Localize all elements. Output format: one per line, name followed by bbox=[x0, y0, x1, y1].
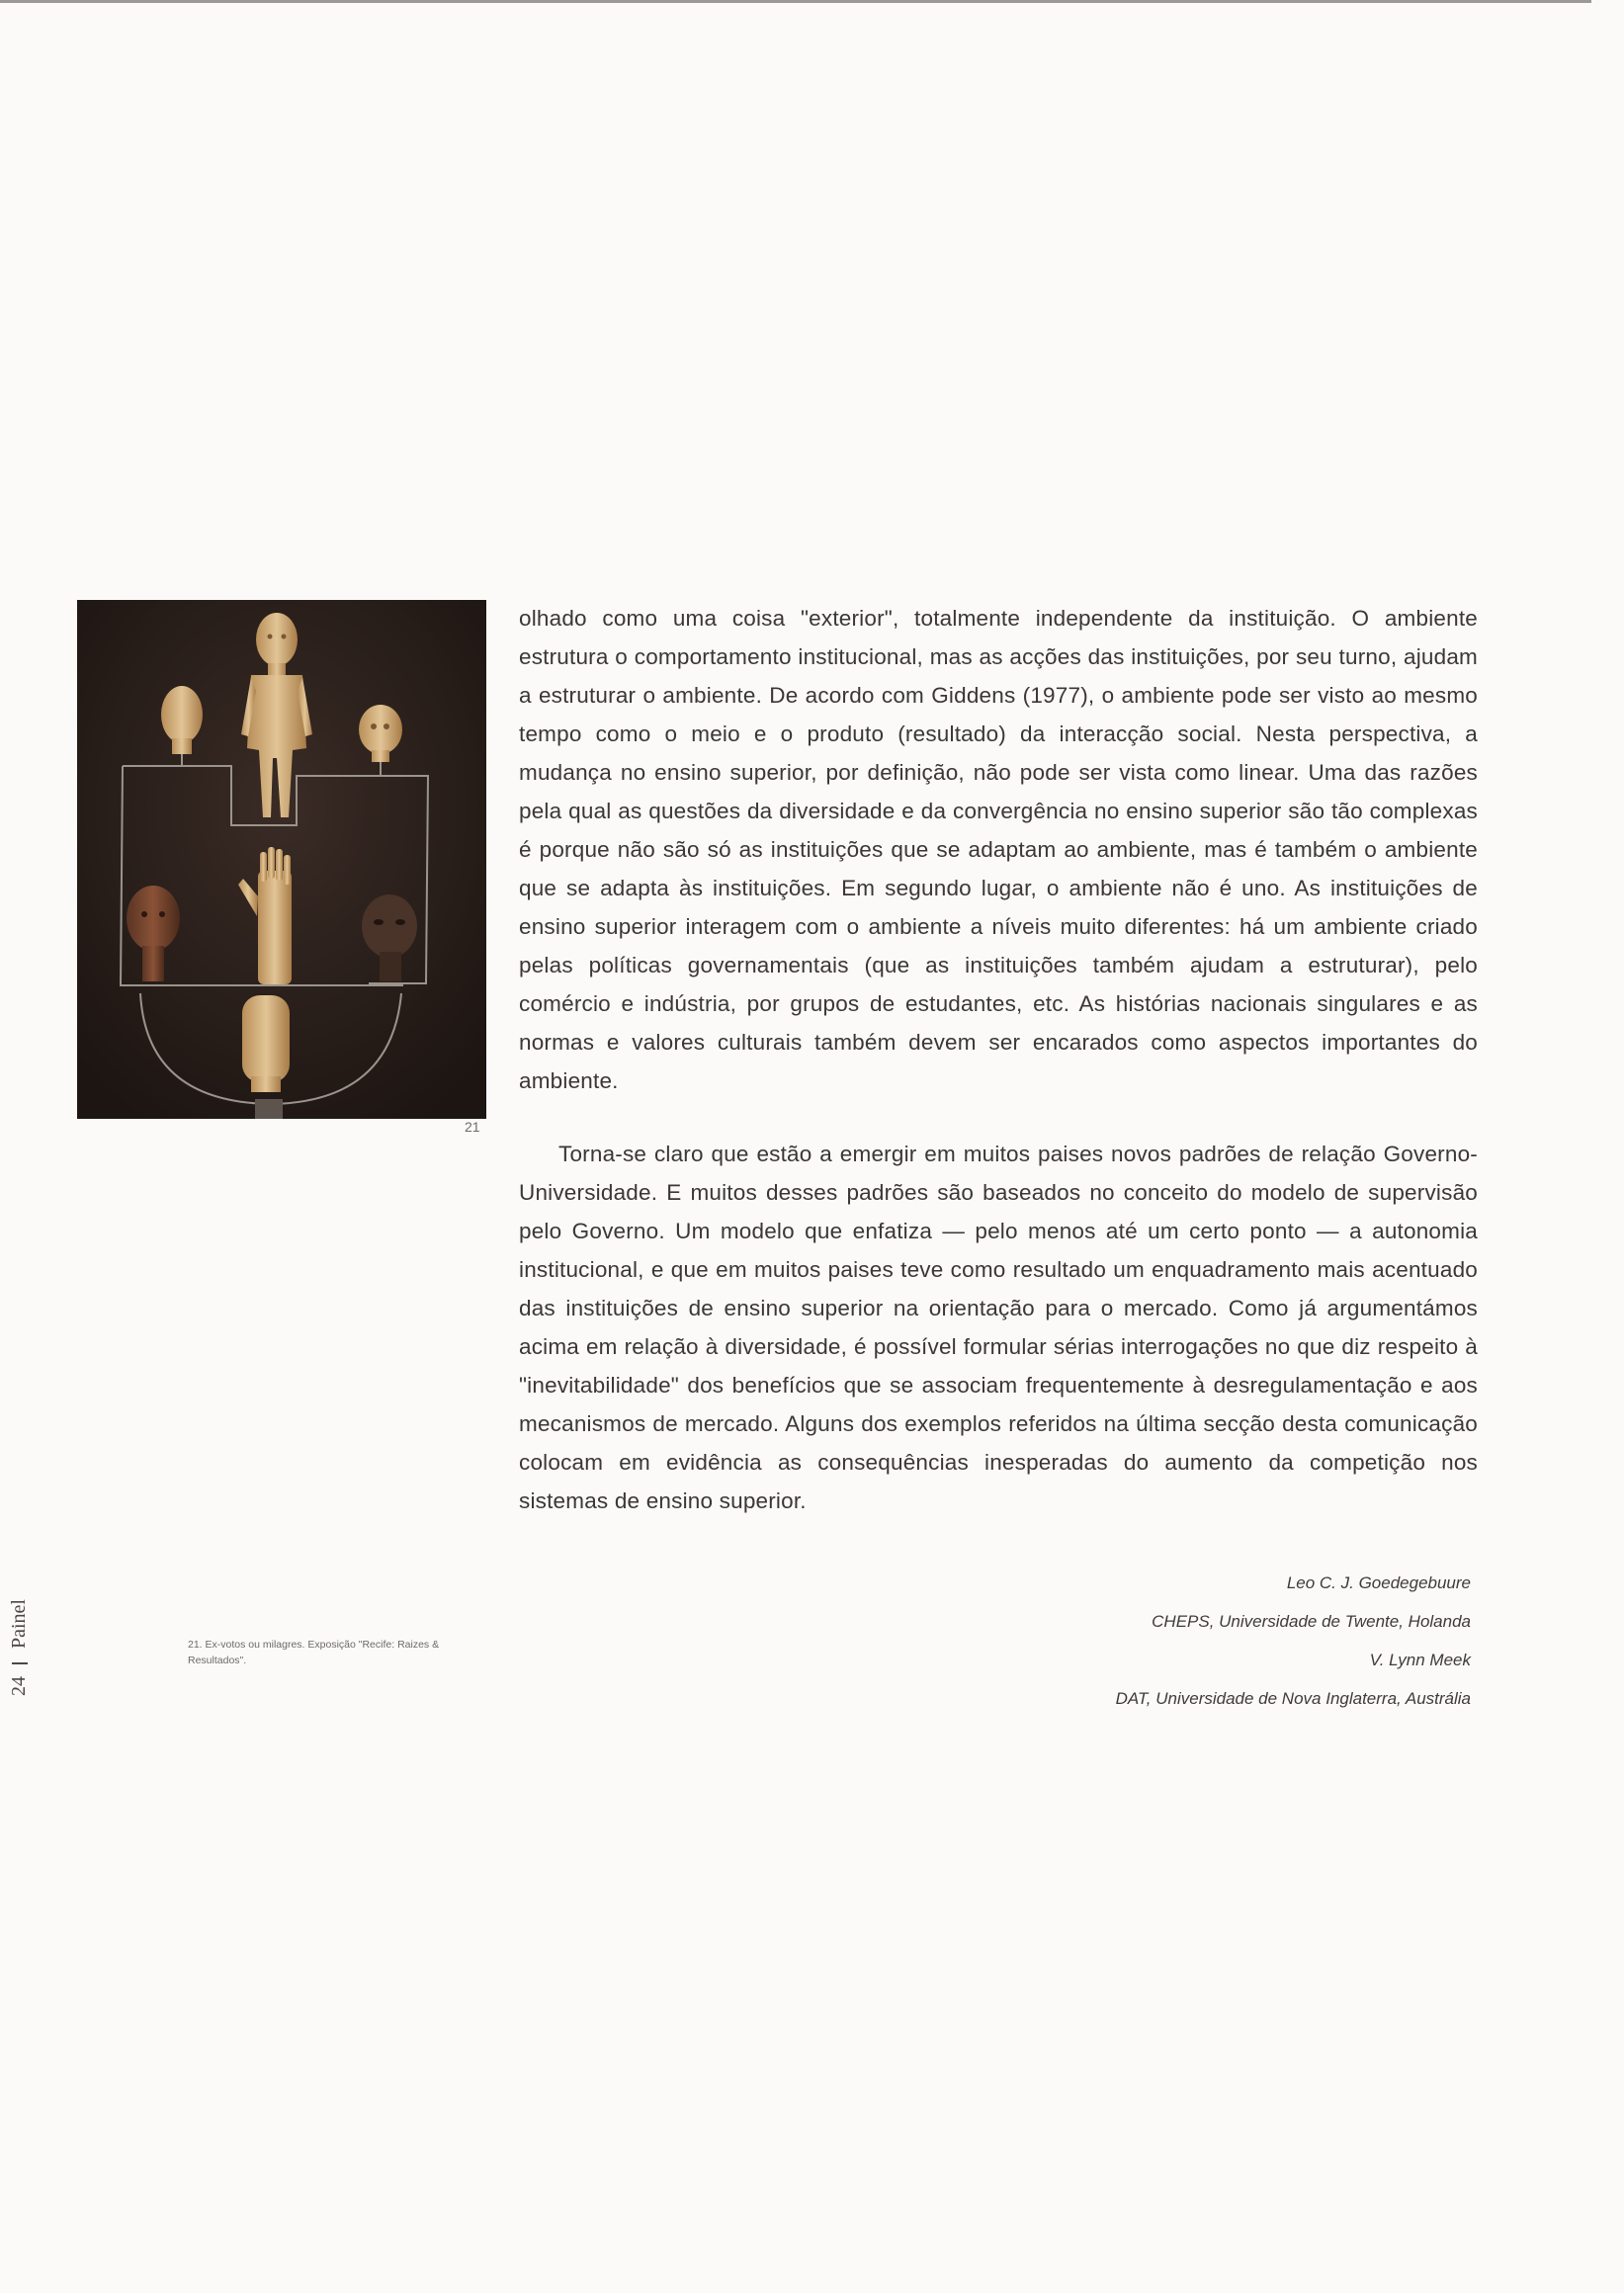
figure-caption: 21. Ex-votos ou milagres. Exposição "Recife: Raizes & Resultados". bbox=[188, 1639, 440, 1666]
top-border-rule bbox=[0, 0, 1591, 3]
body-paragraph-1: olhado como uma coisa "exterior", totalmente independente da instituição. O ambiente estrutura o comportamento institucional, mas as acções das instituições, por seu turno, ajudam a estruturar o ambiente. De acordo com Giddens (1977), o ambiente pode ser visto ao mesmo tempo como o meio e o produto (resultado) da interacção social. Nesta perspectiva, a mudança no ensino superior, por definição, não pode ser vista como linear. Uma das razões pela qual as questões da diversidade e da convergência no ensino superior são tão complexas é porque não são só as instituições que se adaptam ao ambiente, mas é também o ambiente que se adapta às instituições. Em segundo lugar, o ambiente não é uno. As instituições de ensino superior interagem com o ambiente a níveis muito diferentes: há um ambiente criado pelas políticas governamentais (que as instituições também ajudam a estruturar), pelo comércio e indústria, por grupos de estudantes, etc. As histórias nacionais singulares e as normas e valores culturais também devem ser encarados como aspectos importantes do ambiente. bbox=[519, 606, 1478, 1093]
ex-voto-photograph bbox=[77, 600, 486, 1119]
author-signature bbox=[988, 1564, 1471, 1718]
author-affiliation-1: CHEPS, Universidade de Twente, Holanda bbox=[1152, 1612, 1471, 1631]
section-page-marker bbox=[6, 1593, 30, 1702]
section-separator bbox=[12, 1662, 28, 1664]
section-name: Painel bbox=[8, 1599, 30, 1649]
figure-number: 21 bbox=[465, 1119, 480, 1135]
body-paragraph-2: Torna-se claro que estão a emergir em muitos paises novos padrões de relação Governo-Universidade. E muitos desses padrões são baseados no conceito do modelo de supervisão pelo Governo. Um modelo que enfatiza — pelo menos até um certo ponto — a autonomia institucional, e que em muitos paises teve como resultado um enquadramento mais acentuado das instituições de ensino superior na orientação para o mercado. Como já argumentámos acima em relação à diversidade, é possível formular sérias interrogações no que diz respeito à "inevitabilidade" dos benefícios que se associam frequentemente à desregulamentação e aos mecanismos de mercado. Alguns dos exemplos referidos na última secção desta comunicação colocam em evidência as consequências inesperadas do aumento da competição nos sistemas de ensino superior. bbox=[519, 1142, 1478, 1513]
carved-head-bottom bbox=[242, 995, 290, 1092]
author-name-2: V. Lynn Meek bbox=[1369, 1651, 1471, 1669]
author-affiliation-2: DAT, Universidade de Nova Inglaterra, Austrália bbox=[1115, 1689, 1471, 1708]
page-number: 24 bbox=[8, 1676, 30, 1696]
author-name-1: Leo C. J. Goedegebuure bbox=[1286, 1573, 1471, 1592]
